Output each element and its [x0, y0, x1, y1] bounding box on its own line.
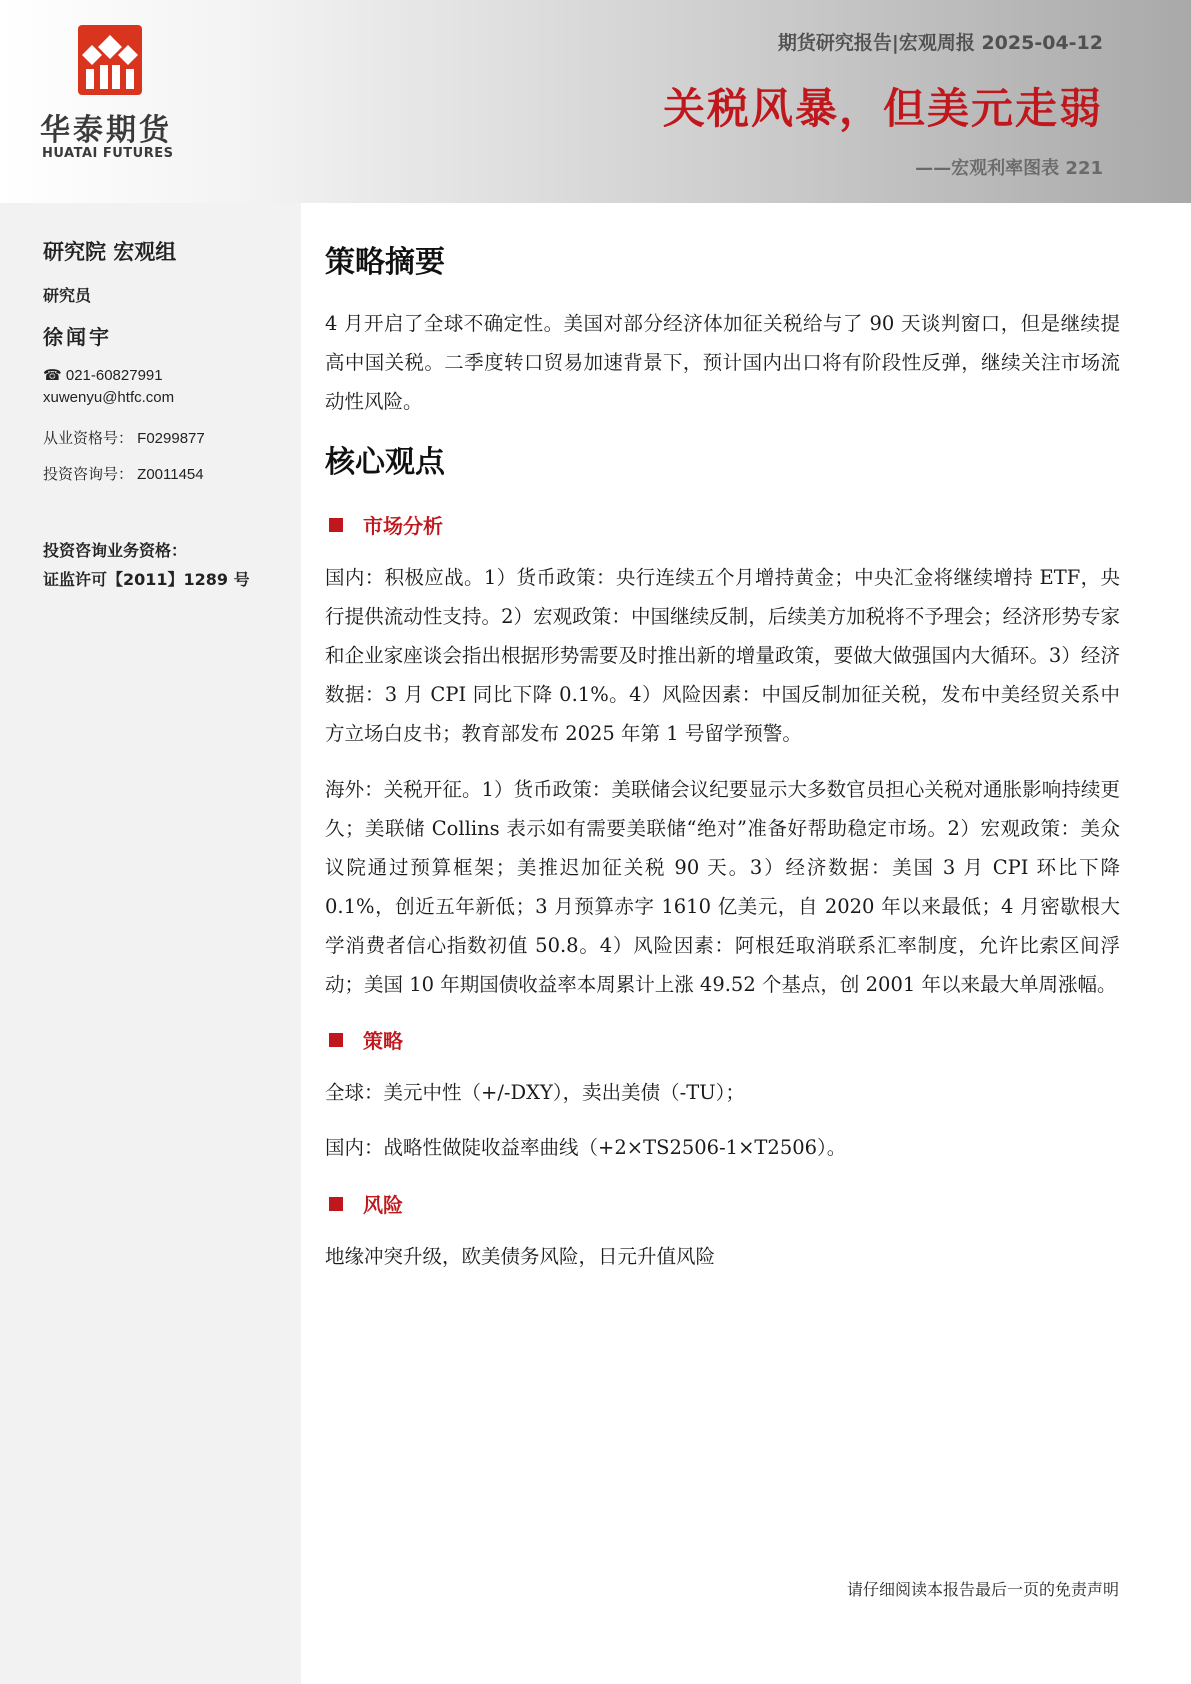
- logo-chinese-name: 华泰期货: [40, 113, 172, 148]
- author-sidebar: [0, 203, 301, 1684]
- company-logo: [40, 25, 190, 165]
- report-subtitle: ——宏观利率图表 221: [915, 158, 1103, 179]
- summary-heading: 策略摘要: [325, 245, 445, 280]
- practice-license: 从业资格号： F0299877: [43, 430, 205, 447]
- strategy-heading: [329, 1025, 403, 1054]
- overseas-paragraph: 海外：关税开征。1）货币政策：美联储会议纪要显示大多数官员担心关税对通胀影响持续更久；美联储 Collins 表示如有需要美联储“绝对”准备好帮助稳定市场。2）宏观政策：美众议院通过预算框架；美推迟加征关税 90 天。3）经济数据：美国 3 月 CPI 环比下降 0.1%，创近五年新低；3 月预算赤字 1610 亿美元，自 2020 年以来最低；4 月密歇根大学消费者信心指数初值 50.8。4）风险因素：阿根廷取消联系汇率制度，允许比索区间浮动；美国 10 年期国债收益率本周累计上涨 49.52 个基点，创 2001 年以来最大单周涨幅。: [325, 778, 1120, 996]
- author-name: 徐闻宇: [43, 325, 112, 349]
- author-phone: ☎ 021-60827991: [43, 367, 163, 384]
- core-views-heading: 核心观点: [325, 445, 445, 480]
- summary-paragraph: 4 月开启了全球不确定性。美国对部分经济体加征关税给与了 90 天谈判窗口，但是继续提高中国关税。二季度转口贸易加速背景下，预计国内出口将有阶段性反弹，继续关注市场流动性风险。: [325, 312, 1120, 413]
- market-analysis-heading: [329, 510, 443, 539]
- report-title: 关税风暴，但美元走弱: [662, 84, 1103, 133]
- research-group: 研究院 宏观组: [43, 240, 177, 264]
- report-header: [0, 0, 1191, 203]
- market-analysis-label: 市场分析: [363, 514, 443, 538]
- bullet-square-icon: [329, 1197, 343, 1211]
- huatai-logo-icon: [78, 25, 142, 95]
- risk-label: 风险: [363, 1193, 403, 1217]
- logo-english-name: HUATAI FUTURES: [42, 146, 174, 161]
- report-type-date: 期货研究报告|宏观周报 2025-04-12: [777, 32, 1103, 54]
- risk-heading: [329, 1189, 403, 1218]
- author-role: 研究员: [43, 286, 92, 305]
- disclaimer-note: 请仔细阅读本报告最后一页的免责声明: [846, 1580, 1119, 1599]
- author-email[interactable]: xuwenyu@htfc.com: [43, 389, 175, 406]
- strategy-domestic: 国内：战略性做陡收益率曲线（+2×TS2506-1×T2506）。: [325, 1136, 847, 1159]
- domestic-paragraph: 国内：积极应战。1）货币政策：央行连续五个月增持黄金；中央汇金将继续增持 ETF，央行提供流动性支持。2）宏观政策：中国继续反制，后续美方加税将不予理会；经济形势专家和企业家座谈会指出根据形势需要及时推出新的增量政策，要做大做强国内大循环。3）经济数据：3 月 CPI 同比下降 0.1%。4）风险因素：中国反制加征关税，发布中美经贸关系中方立场白皮书；教育部发布 2025 年第 1 号留学预警。: [325, 566, 1120, 745]
- qualification-value: 证监许可【2011】1289 号: [43, 570, 250, 589]
- risk-paragraph: 地缘冲突升级，欧美债务风险，日元升值风险: [325, 1245, 716, 1268]
- bullet-square-icon: [329, 518, 343, 532]
- strategy-label: 策略: [363, 1029, 403, 1053]
- qualification-label: 投资咨询业务资格：: [43, 541, 188, 560]
- consult-license: 投资咨询号： Z0011454: [43, 466, 204, 483]
- bullet-square-icon: [329, 1033, 343, 1047]
- strategy-global: 全球：美元中性（+/-DXY），卖出美债（-TU）；: [325, 1081, 745, 1104]
